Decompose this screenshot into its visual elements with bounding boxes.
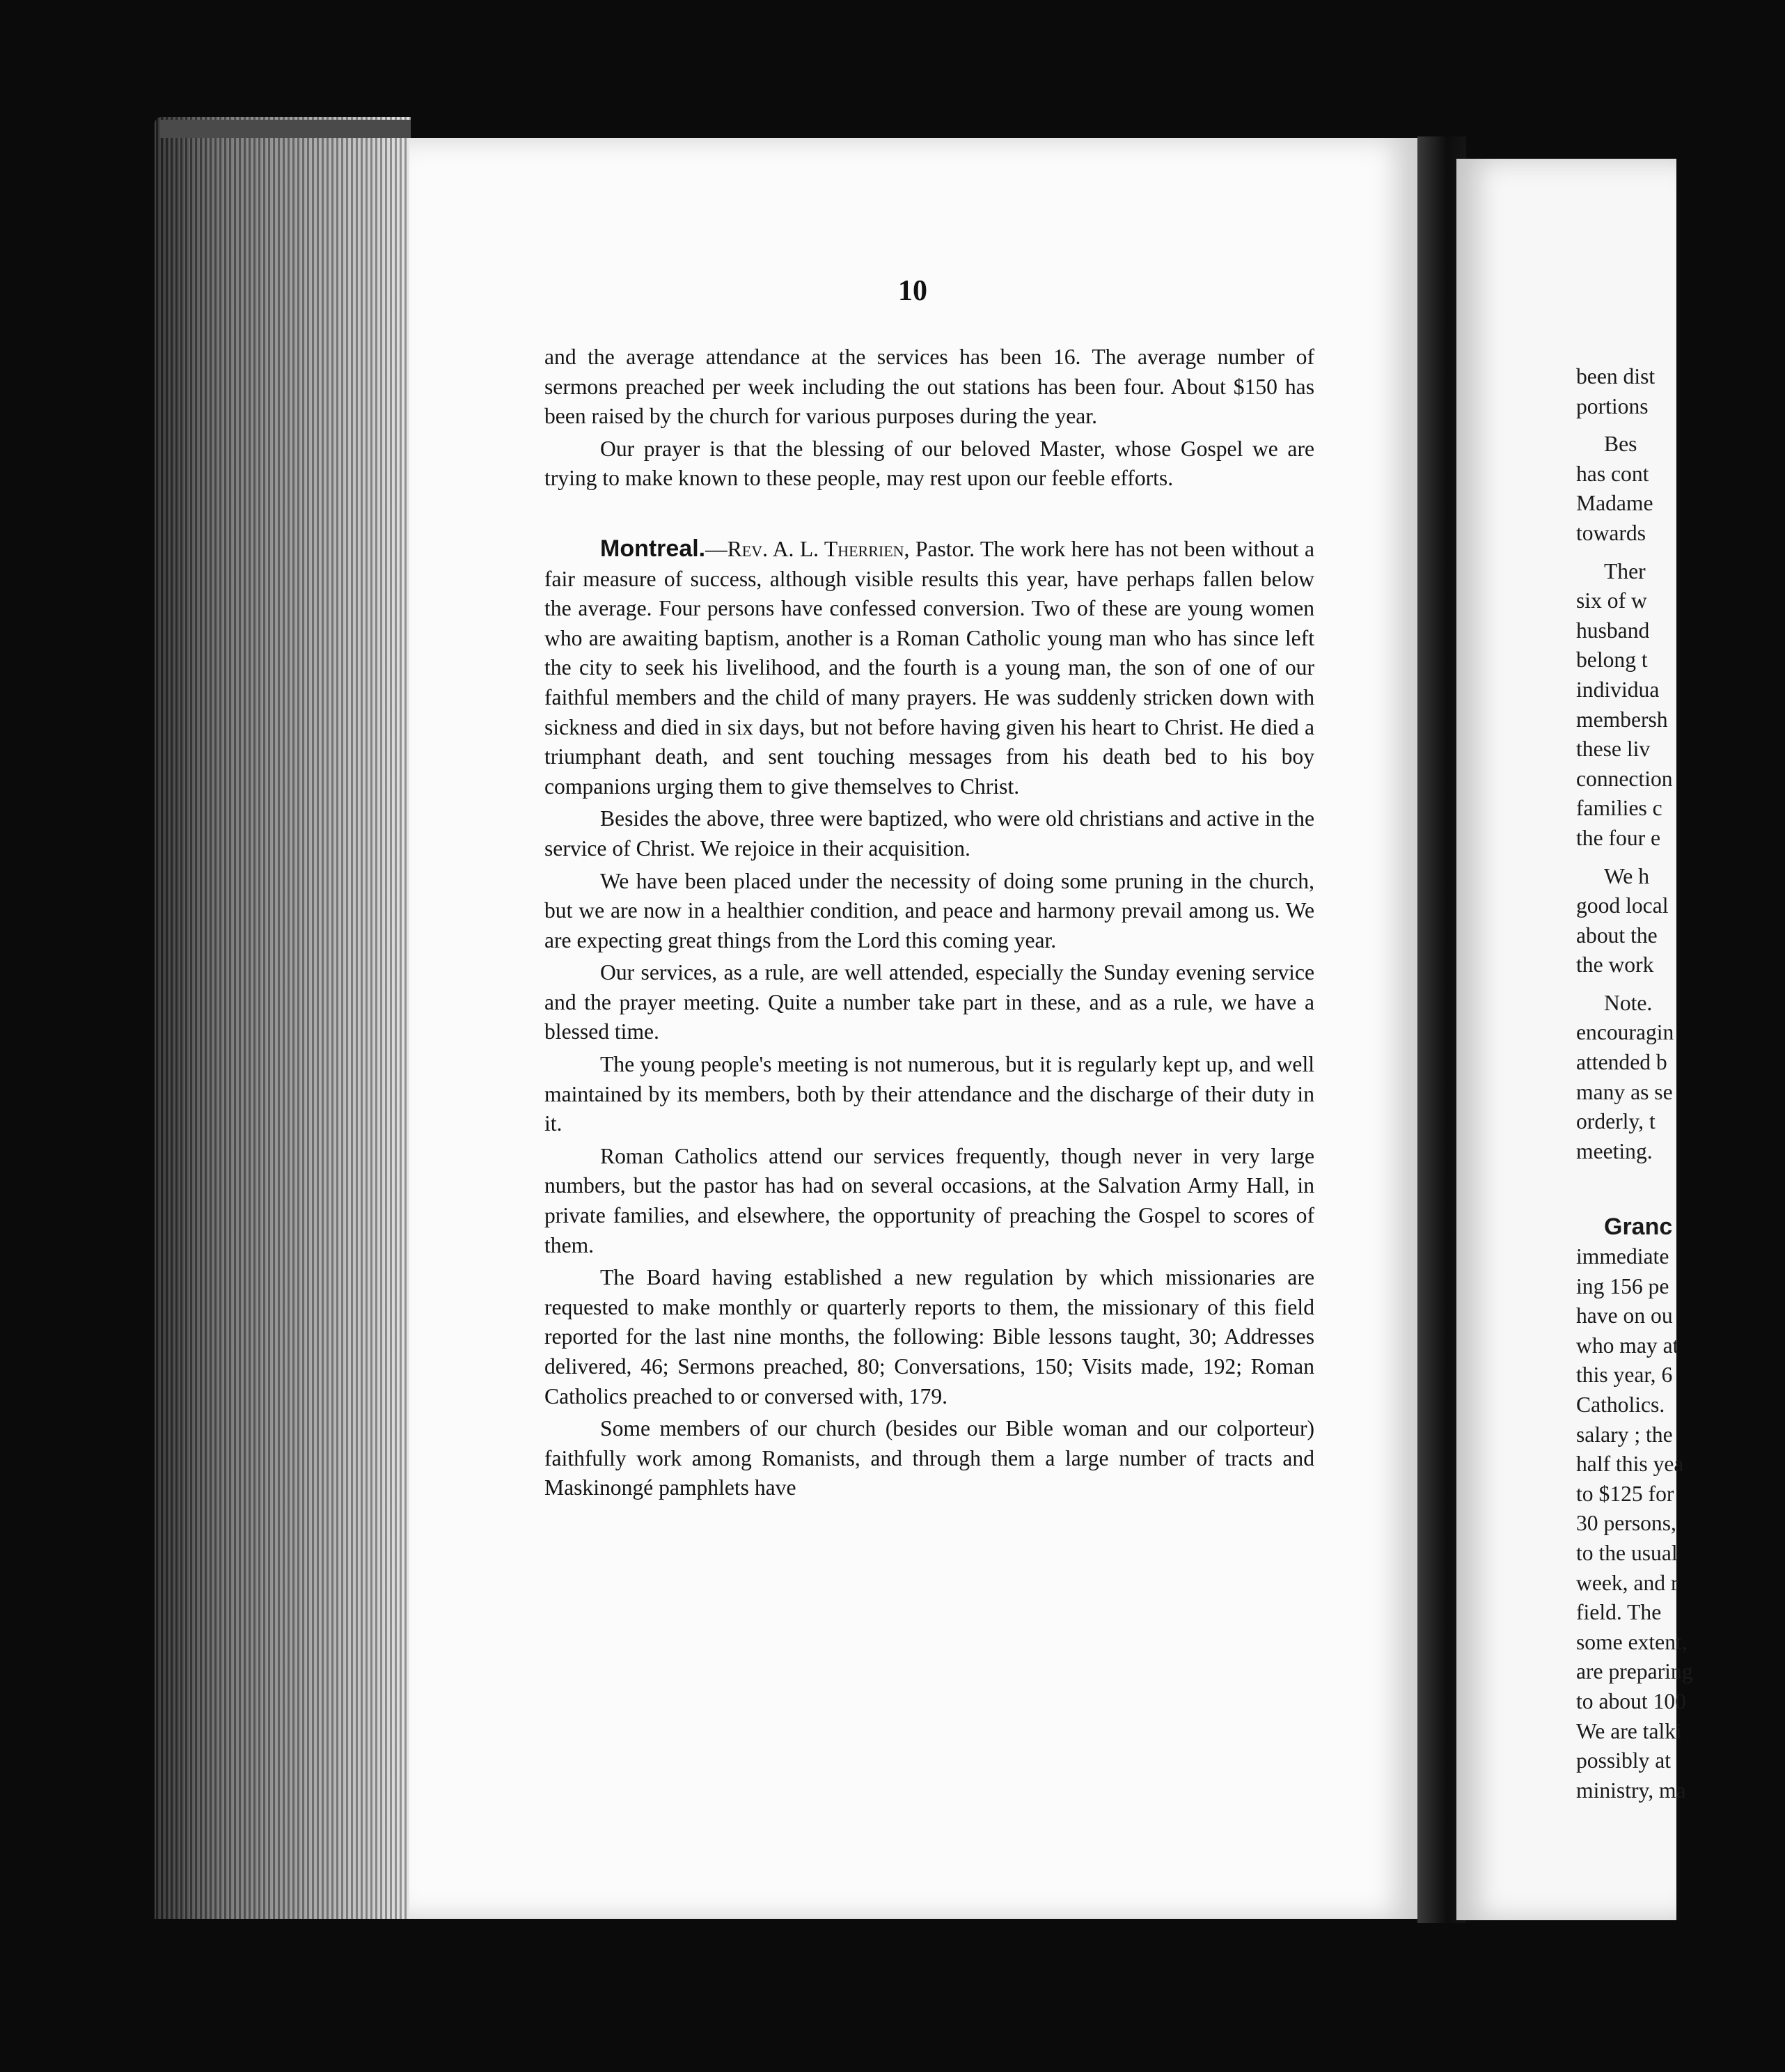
paragraph-baptized: Besides the above, three were baptized, who were old christians and active in the service of Christ. We rejoice in their acquisition. [544,806,1314,861]
pastor-name: —Rev. A. L. Therrien, [705,536,910,561]
right-page-line: some extent, [1576,1629,1688,1654]
right-page-line: 30 persons, [1576,1511,1676,1536]
right-page-line: have on ou [1576,1303,1673,1328]
page-number: 10 [898,275,927,307]
paragraph-board-report: The Board having established a new regulation by which missionaries are requested to make monthly or quarterly reports to them, the missionary of this field reported for the last nine months, the following: Bible lessons taught, 30; Addresses delivered, 46; Sermons preached, 80; Conversations, 150; Visits made, 192; Roman Catholics preached to or conversed with, 179. [544,1265,1314,1408]
right-page-line: possibly at [1576,1748,1672,1773]
right-page-line: husband [1576,618,1650,643]
right-page-line: good local [1576,893,1669,918]
right-page-line: Note. [1604,990,1653,1015]
paragraph-montreal [544,534,1314,801]
right-page-line: Ther [1604,558,1646,583]
paragraph-roman-catholics: Roman Catholics attend our services frequently, though never in very large numbers, but the pastor has had on several occasions, at the Salvation Army Hall, in private families, and elsewhere, the opportunity of preaching the Gospel to scores of them. [544,1143,1314,1257]
right-page-line: about the [1576,923,1658,948]
paragraph-services: Our services, as a rule, are well attended, especially the Sunday evening service and the prayer meeting. Quite a number take part in these, and as a rule, we have a blessed time. [544,960,1314,1044]
right-page-line: this year, 6 [1576,1363,1673,1388]
right-page-line: ing 156 pe [1576,1273,1669,1298]
right-page-line: Granc [1604,1214,1673,1241]
right-page-line: to the usual [1576,1540,1678,1565]
paragraph-prayer: Our prayer is that the blessing of our beloved Master, whose Gospel we are trying to make known to these people, may rest upon our feeble efforts. [544,436,1314,491]
right-page-line: been dist [1576,364,1656,388]
right-page-line: Madame [1576,491,1653,516]
page-edges [155,117,411,1919]
right-page-line: attended b [1576,1050,1667,1075]
right-page-line: belong t [1576,648,1648,673]
right-page-line: families c [1576,796,1662,821]
right-page-line: the work [1576,952,1654,978]
paragraph-young-people: The young people's meeting is not numerous, but it is regularly kept up, and well maintained by its members, both by their attendance and the discharge of their duty in it. [544,1052,1314,1136]
right-page-line: immediate [1576,1244,1669,1269]
right-page-line: these liv [1576,737,1651,762]
right-page-line: week, and r [1576,1570,1678,1595]
right-page-line: are preparing [1576,1659,1693,1684]
right-page-line: to about 100 [1576,1688,1686,1713]
right-page-text [1576,362,1785,1805]
right-page-line: to $125 for [1576,1481,1674,1506]
right-page-line: Catholics. [1576,1392,1665,1417]
right-page-line: We h [1604,863,1650,888]
right-page-line: half this yea [1576,1452,1684,1477]
section-heading-montreal: Montreal. [600,535,706,562]
right-page-line: membersh [1576,707,1668,732]
right-page-line: meeting. [1576,1138,1653,1163]
right-page-line: many as se [1576,1079,1673,1104]
right-page-line: We are talki [1576,1718,1682,1743]
right-page-line: encouragin [1576,1020,1674,1045]
right-page-line: six of w [1576,588,1647,613]
right-page-line: field. The [1576,1600,1662,1625]
right-page-line: ministry, ma [1576,1777,1686,1803]
right-page-line: has cont [1576,461,1649,486]
right-page-line: portions [1576,393,1649,418]
montreal-text: Pastor. The work here has not been without a fair measure of success, although visible results this year, have perhaps fallen below the average. Four persons have confessed conversion. Two of these are young women who are awaiting baptism, another is a Roman Catholic young man who has since left the city to seek his livelihood, and the fourth is a young man, the son of one of our faithful members and the child of many prayers. He was suddenly stricken down with sickness and died in six days, but not before having given his heart to Christ. He died a triumphant death, and sent touching messages from his death bed to his boy companions urging them to give themselves to Christ. [544,536,1314,799]
right-page-line: towards [1576,520,1646,545]
book-top-edge [160,120,411,138]
paragraph-church-members: Some members of our church (besides our Bible woman and our colporteur) faithfully work among Romanists, and through them a large number of tracts and Maskinongé pamphlets have [544,1416,1314,1500]
right-page-line: individua [1576,677,1660,702]
right-page-line: orderly, t [1576,1109,1656,1134]
right-page-line: connection [1576,766,1673,791]
right-page-line: who may at [1576,1333,1679,1358]
paragraph-pruning: We have been placed under the necessity of doing some pruning in the church, but we are now in a healthier condition, and peace and harmony prevail among us. We are expecting great things from the Lord this coming year. [544,868,1314,952]
main-text-column [544,343,1314,1503]
right-page-line: Bes [1604,432,1637,457]
right-page-line: the four e [1576,825,1661,850]
paragraph-attendance: and the average attendance at the services has been 16. The average number of sermons preached per week including the out stations has been four. About $150 has been raised by the church for various purposes during the year. [544,345,1314,429]
right-page-line: salary ; the [1576,1422,1673,1447]
